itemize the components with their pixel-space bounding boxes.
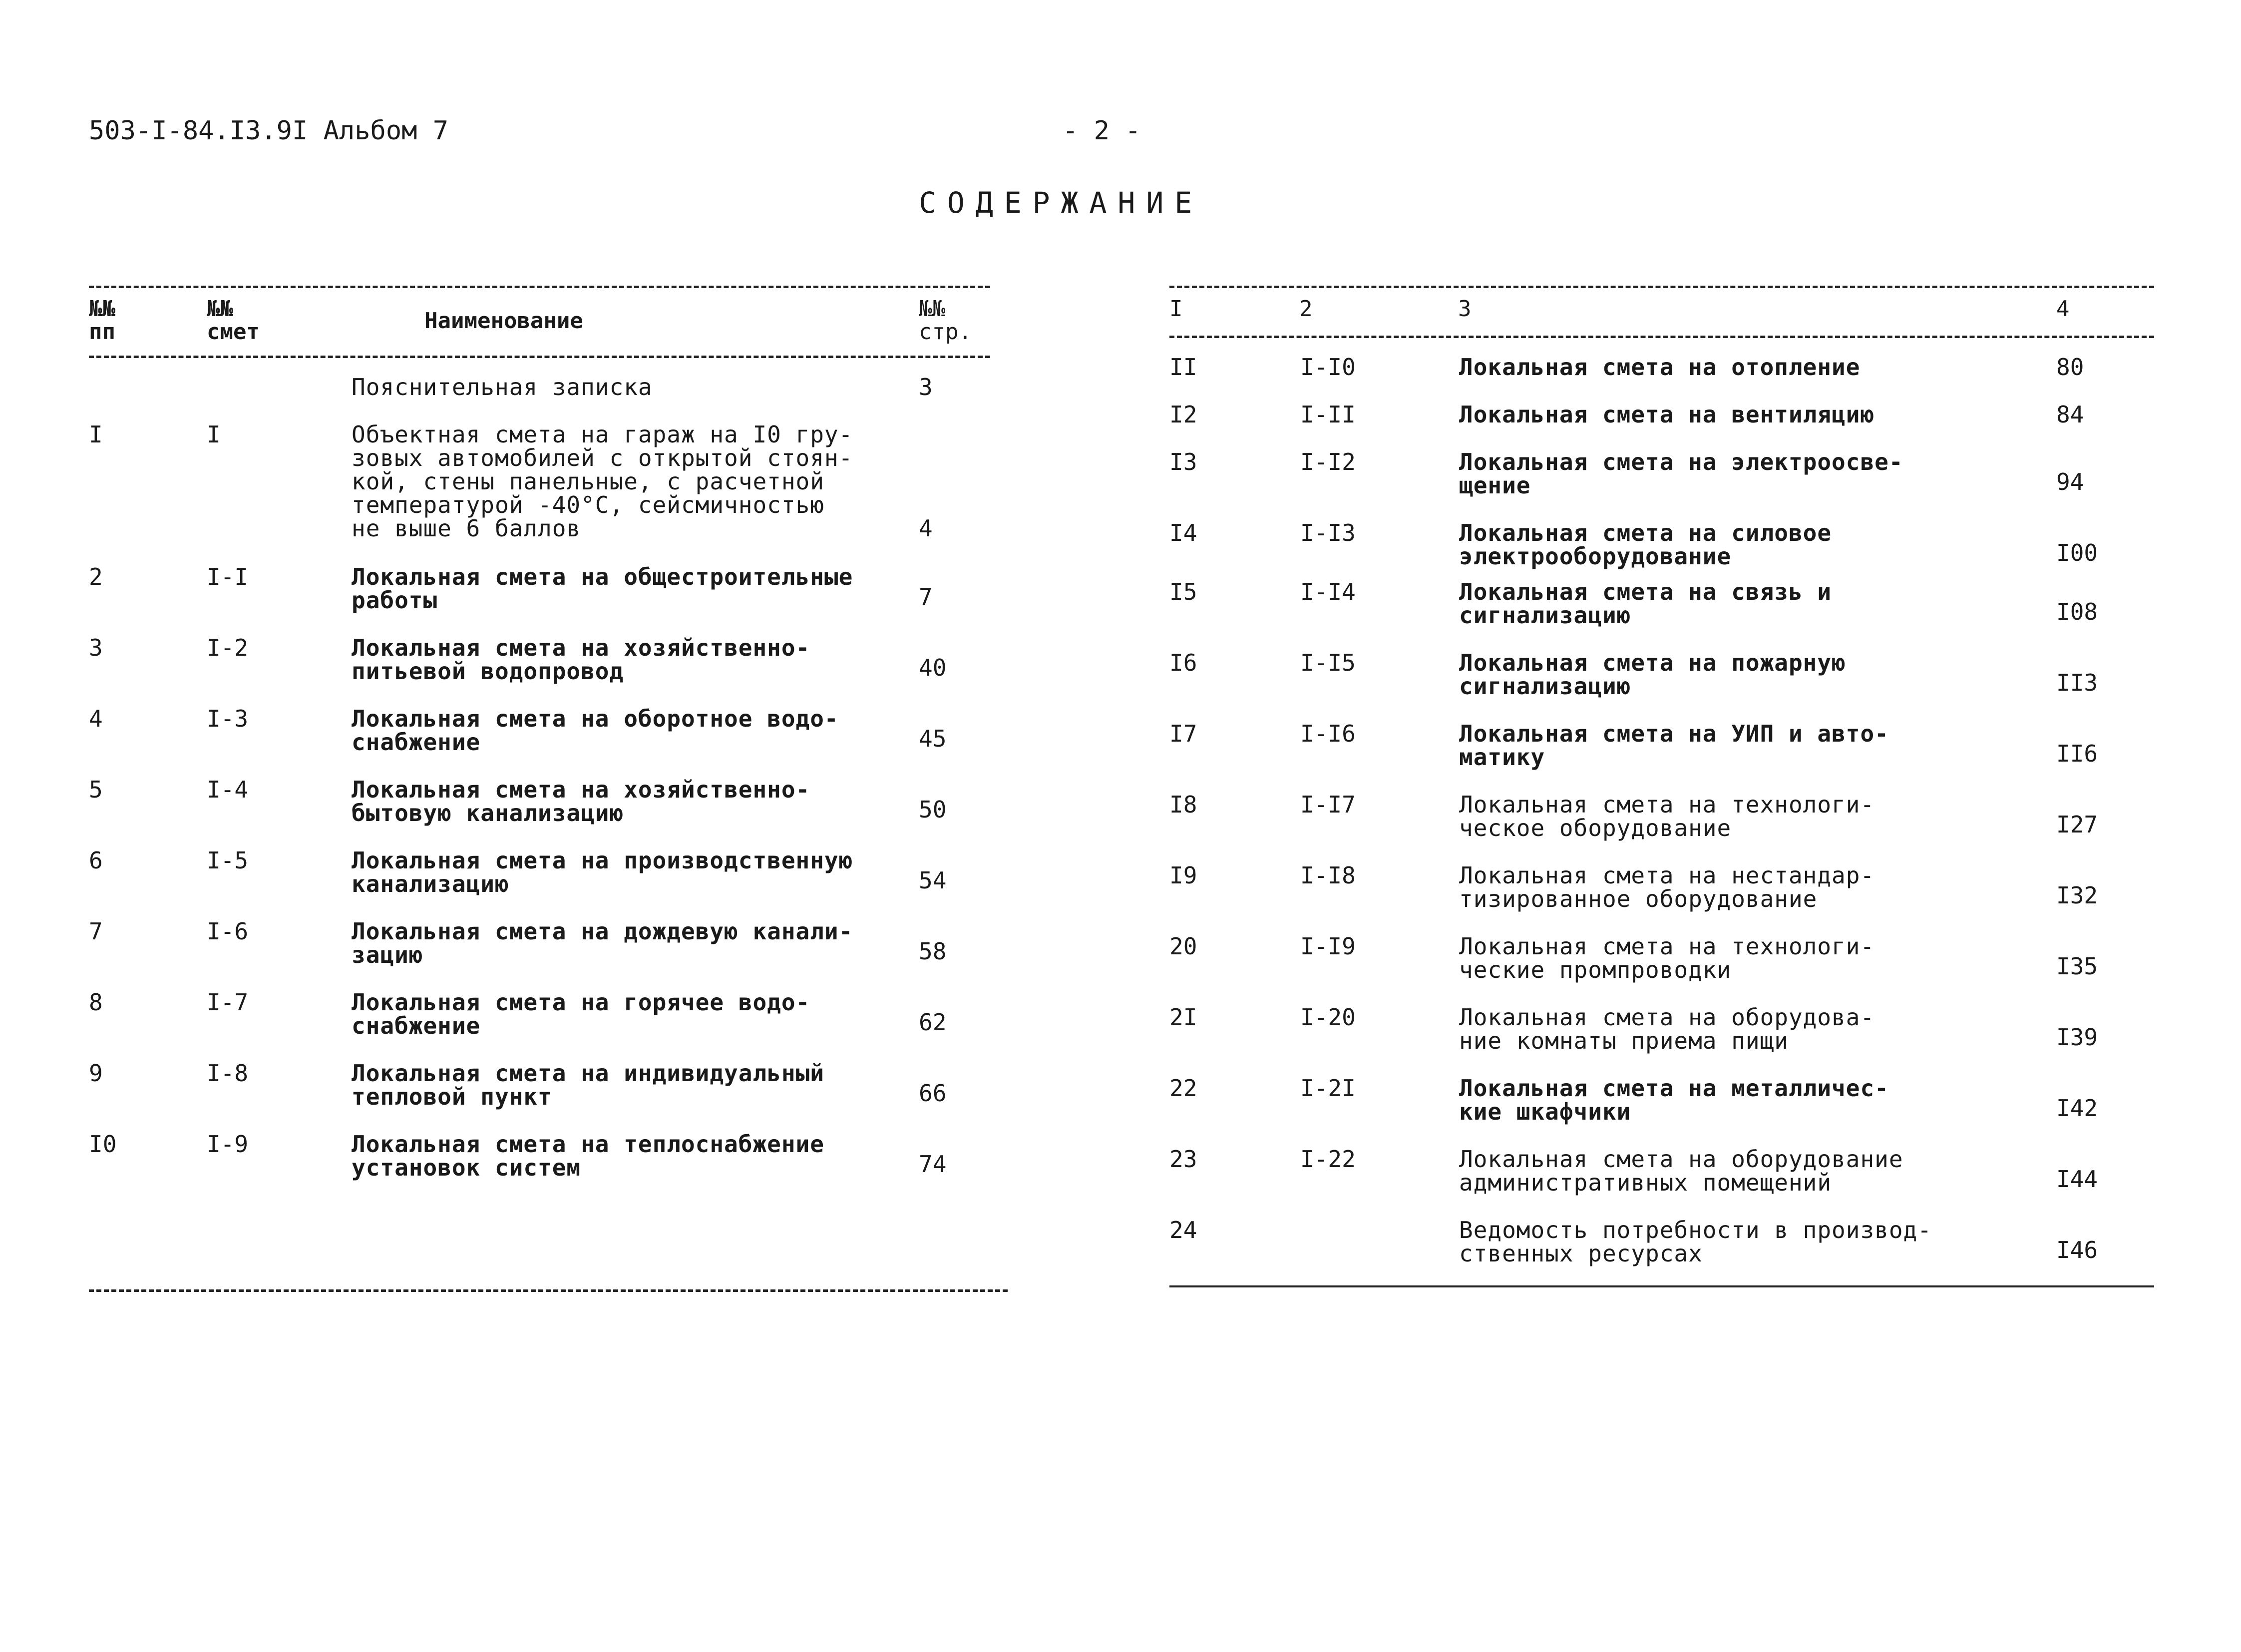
row-title: Локальная смета на оборудова- ние комнаты приема пищи (1459, 1004, 1875, 1054)
page-ref: I46 (2056, 1237, 2098, 1263)
row-title: Локальная смета на металличес- кие шкафчики (1459, 1075, 1889, 1125)
right-contents-table (1169, 356, 2154, 1279)
page-ref: I44 (2056, 1166, 2098, 1193)
row-number: 2 (89, 563, 103, 590)
row-title: Локальная смета на оборотное водо- снабжение (352, 705, 839, 756)
contents-title: СОДЕРЖАНИЕ (919, 186, 1203, 220)
right-header-col1: I (1169, 296, 1183, 322)
estimate-number: I-22 (1300, 1146, 1356, 1173)
page-ref: II6 (2056, 740, 2098, 767)
row-title: Локальная смета на хозяйственно- питьевой водопровод (352, 634, 810, 685)
right-table-header-rule (1169, 336, 2154, 338)
row-number: 8 (89, 989, 103, 1016)
right-header-col3: 3 (1458, 296, 1472, 322)
page-ref: 40 (919, 654, 947, 681)
right-table-bottom-rule (1169, 1285, 2154, 1287)
estimate-number: I-8 (207, 1060, 249, 1087)
row-number: 6 (89, 847, 103, 874)
estimate-number: I-I6 (1300, 720, 1356, 747)
estimate-number: I-7 (207, 989, 249, 1016)
row-title: Локальная смета на общестроительные работы (352, 563, 853, 614)
row-number: I7 (1169, 720, 1197, 747)
page-ref: 84 (2056, 401, 2084, 428)
left-header-num: №№ пп (89, 296, 115, 345)
page-ref: I42 (2056, 1095, 2098, 1122)
estimate-number: I-I8 (1300, 862, 1356, 889)
row-title: Локальная смета на теплоснабжение установок систем (352, 1131, 824, 1181)
left-header-name: Наименование (424, 308, 583, 334)
row-number: 24 (1169, 1217, 1197, 1243)
estimate-number: I-II (1300, 401, 1356, 428)
row-title: Локальная смета на электроосве- щение (1459, 448, 1903, 499)
estimate-number: I-2I (1300, 1075, 1356, 1102)
row-number: I2 (1169, 401, 1197, 428)
estimate-number: I-20 (1300, 1004, 1356, 1031)
row-title: Локальная смета на дождевую канали- зацию (352, 918, 853, 968)
row-number: I0 (89, 1131, 117, 1158)
page-ref: I08 (2056, 598, 2098, 625)
estimate-number: I-6 (207, 918, 249, 945)
row-number: 7 (89, 918, 103, 945)
row-number: 4 (89, 705, 103, 732)
left-contents-table (89, 376, 1008, 1274)
row-number: I4 (1169, 519, 1197, 546)
estimate-number: I-9 (207, 1131, 249, 1158)
page-ref: 54 (919, 867, 947, 894)
row-number: 20 (1169, 933, 1197, 960)
estimate-number: I-I5 (1300, 649, 1356, 676)
page-ref: I35 (2056, 953, 2098, 980)
left-header-estimate: №№ смет (207, 296, 260, 345)
page-ref: 7 (919, 583, 933, 610)
row-title: Локальная смета на оборудование административных помещений (1459, 1146, 1903, 1196)
estimate-number: I-I0 (1300, 354, 1356, 381)
right-table-top-rule (1169, 286, 2154, 288)
row-title: Локальная смета на нестандар- тизированное оборудование (1459, 862, 1875, 912)
row-number: 9 (89, 1060, 103, 1087)
page-ref: 58 (919, 938, 947, 965)
estimate-number: I-I (207, 563, 249, 590)
row-number: I8 (1169, 791, 1197, 818)
row-number: I3 (1169, 448, 1197, 475)
row-title: Локальная смета на горячее водо- снабжение (352, 989, 810, 1039)
page-ref: 80 (2056, 354, 2084, 381)
row-number: II (1169, 354, 1197, 381)
row-number: 23 (1169, 1146, 1197, 1173)
estimate-number: I-I3 (1300, 519, 1356, 546)
row-title: Локальная смета на силовое электрооборудование (1459, 519, 1832, 570)
page-ref: 4 (919, 515, 933, 542)
row-number: 22 (1169, 1075, 1197, 1102)
row-number: 3 (89, 634, 103, 661)
row-title: Пояснительная записка (352, 374, 653, 401)
row-number: I (89, 421, 103, 448)
row-title: Ведомость потребности в производ- ственных ресурсах (1459, 1217, 1932, 1267)
estimate-number: I-3 (207, 705, 249, 732)
row-number: I6 (1169, 649, 1197, 676)
row-title: Локальная смета на технологи- ческие промпроводки (1459, 933, 1875, 983)
row-title: Локальная смета на УИП и авто- матику (1459, 720, 1889, 771)
row-number: I5 (1169, 578, 1197, 605)
document-code: 503-I-84.I3.9I Альбом 7 (89, 116, 449, 146)
row-number: I9 (1169, 862, 1197, 889)
row-title: Локальная смета на технологи- ческое оборудование (1459, 791, 1875, 841)
estimate-number: I-I4 (1300, 578, 1356, 605)
page-ref: 62 (919, 1009, 947, 1036)
page-ref: I27 (2056, 811, 2098, 838)
page-ref: I32 (2056, 882, 2098, 909)
row-title: Локальная смета на пожарную сигнализацию (1459, 649, 1846, 700)
row-number: 5 (89, 776, 103, 803)
estimate-number: I (207, 421, 221, 448)
right-header-col4: 4 (2056, 296, 2070, 322)
page-ref: 45 (919, 725, 947, 752)
estimate-number: I-5 (207, 847, 249, 874)
row-title: Локальная смета на связь и сигнализацию (1459, 578, 1832, 629)
row-number: 2I (1169, 1004, 1197, 1031)
page-ref: II3 (2056, 669, 2098, 696)
row-title: Локальная смета на хозяйственно- бытовую канализацию (352, 776, 810, 826)
estimate-number: I-2 (207, 634, 249, 661)
left-table-bottom-rule (89, 1289, 1008, 1292)
row-title: Локальная смета на индивидуальный тепловой пункт (352, 1060, 824, 1110)
page-ref: 74 (919, 1151, 947, 1178)
page-ref: 3 (919, 374, 933, 401)
page-ref: I00 (2056, 539, 2098, 566)
page-ref: 66 (919, 1080, 947, 1107)
page-ref: I39 (2056, 1024, 2098, 1051)
page-ref: 94 (2056, 468, 2084, 495)
left-header-page: №№ стр. (919, 296, 972, 345)
row-title: Локальная смета на вентиляцию (1459, 401, 1875, 428)
left-table-top-rule (89, 286, 990, 288)
right-header-col2: 2 (1299, 296, 1313, 322)
page-ref: 50 (919, 796, 947, 823)
row-title: Локальная смета на отопление (1459, 354, 1861, 381)
left-table-header-rule (89, 356, 990, 358)
page-number: - 2 - (1063, 116, 1141, 146)
estimate-number: I-I7 (1300, 791, 1356, 818)
row-title: Локальная смета на производственную канализацию (352, 847, 853, 897)
estimate-number: I-4 (207, 776, 249, 803)
row-title: Объектная смета на гараж на I0 гру- зовых автомобилей с открытой стоян- кой, стены панельные, с расчетной температурой -40°C, сейсмичностью не выше 6 баллов (352, 421, 853, 542)
estimate-number: I-I2 (1300, 448, 1356, 475)
estimate-number: I-I9 (1300, 933, 1356, 960)
